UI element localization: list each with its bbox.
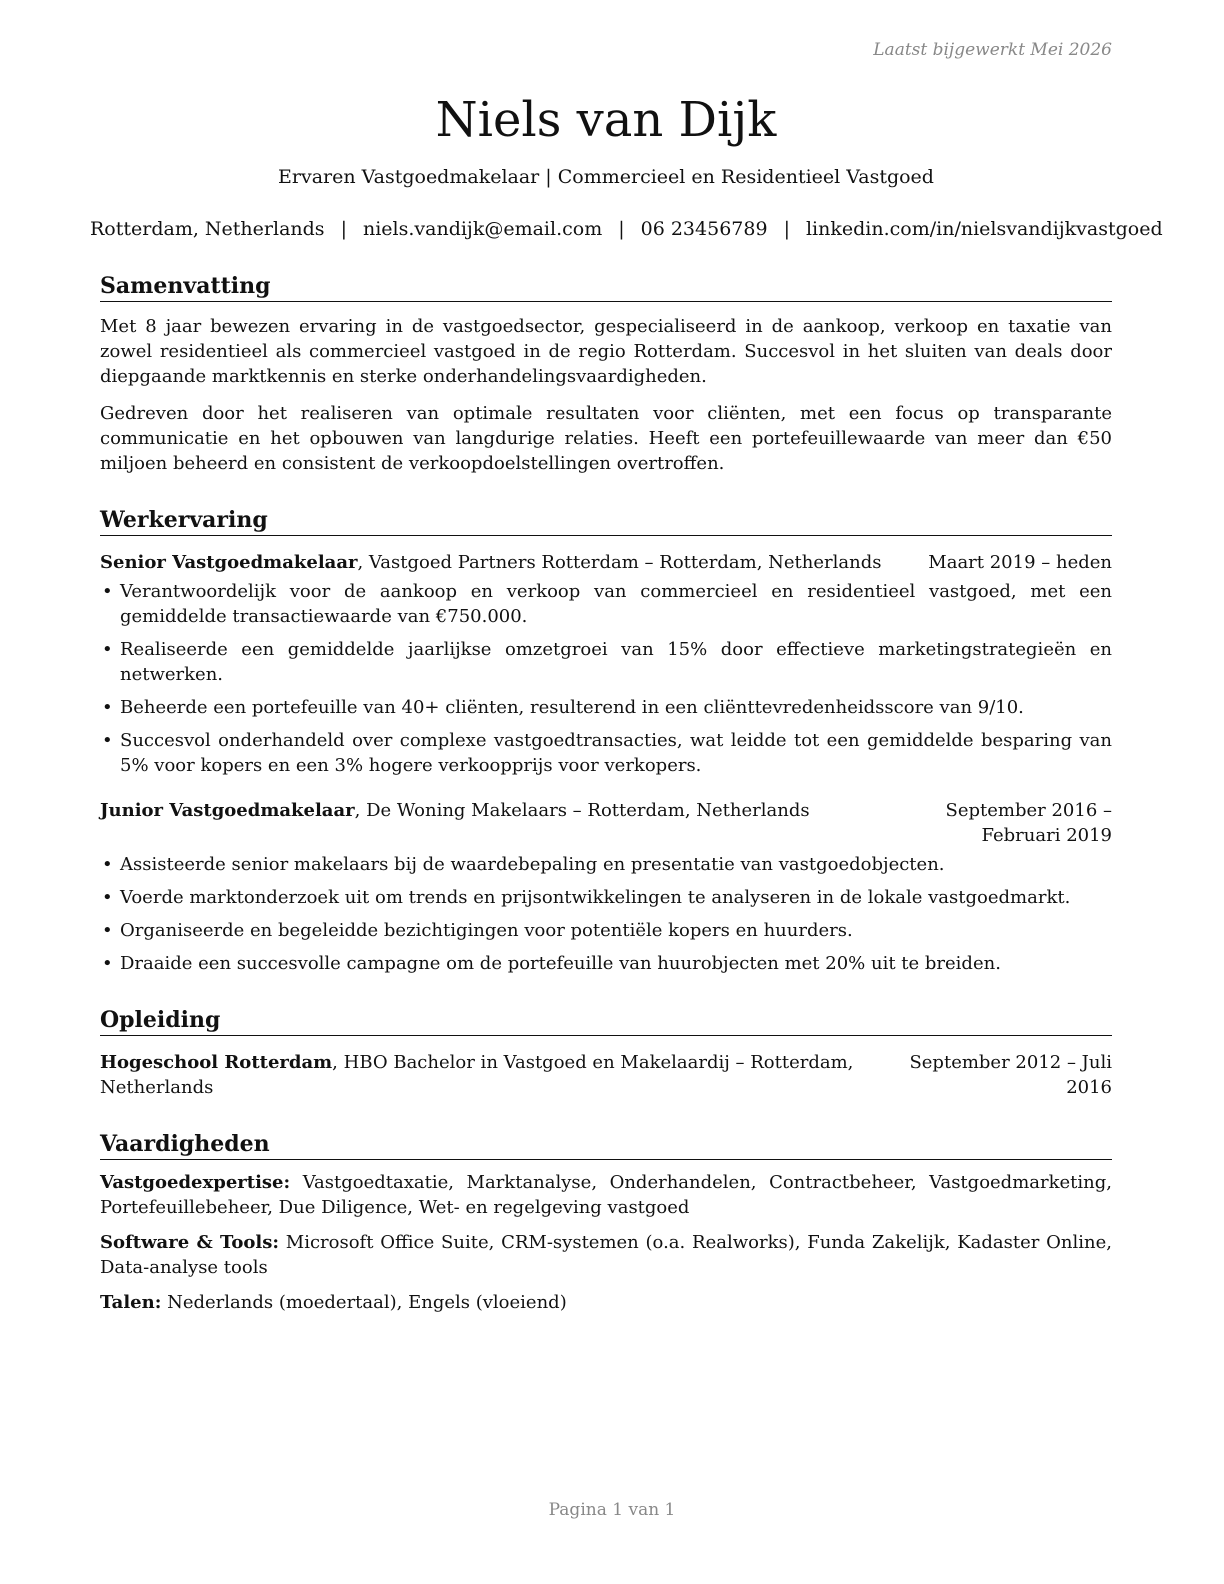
job-dates: September 2016 – Februari 2019 bbox=[945, 800, 1112, 846]
last-updated: Laatst bijgewerkt Mei 2026 bbox=[873, 40, 1112, 60]
contact-phone: 06 23456789 bbox=[640, 218, 768, 240]
section-title-education: Opleiding bbox=[100, 1006, 1112, 1036]
job-header bbox=[100, 798, 1112, 848]
skill-value: Microsoft Office Suite, CRM-systemen (o.a. Realworks), Funda Zakelijk, Kadaster Online, Data-analyse tools bbox=[100, 1232, 1112, 1278]
section-title-summary: Samenvatting bbox=[100, 272, 1112, 302]
job-role: Junior Vastgoedmakelaar bbox=[100, 800, 355, 821]
contact-location: Rotterdam, Netherlands bbox=[90, 218, 325, 240]
job-entry bbox=[100, 550, 1112, 778]
job-entry bbox=[100, 798, 1112, 976]
job-company: , De Woning Makelaars – Rotterdam, Netherlands bbox=[354, 800, 810, 821]
bullet-item: • Succesvol onderhandeld over complexe vastgoedtransacties, wat leidde tot een gemiddelde besparing van 5% voor kopers en een 3% hogere verkoopprijs voor verkopers. bbox=[100, 728, 1112, 778]
bullet-item: • Assisteerde senior makelaars bij de waardebepaling en presentatie van vastgoedobjecten. bbox=[100, 852, 1112, 877]
job-dates: Maart 2019 – heden bbox=[928, 552, 1112, 573]
bullet-item: • Organiseerde en begeleidde bezichtigingen voor potentiële kopers en huurders. bbox=[100, 918, 1112, 943]
education-dates: September 2012 – Juli 2016 bbox=[909, 1052, 1112, 1098]
bullet-item: • Voerde marktonderzoek uit om trends en prijsontwikkelingen te analyseren in de lokale vastgoedmarkt. bbox=[100, 885, 1112, 910]
job-header bbox=[100, 550, 1112, 575]
contact-separator: | bbox=[340, 218, 347, 240]
contact-separator: | bbox=[618, 218, 625, 240]
candidate-name: Niels van Dijk bbox=[435, 92, 777, 148]
contact-linkedin[interactable]: linkedin.com/in/nielsvandijkvastgoed bbox=[805, 218, 1163, 240]
contact-separator: | bbox=[783, 218, 790, 240]
education-school: Hogeschool Rotterdam bbox=[100, 1052, 333, 1073]
contact-email[interactable]: niels.vandijk@email.com bbox=[362, 218, 603, 240]
education-entry bbox=[100, 1050, 1112, 1100]
contact-line bbox=[90, 216, 1163, 242]
section-title-skills: Vaardigheden bbox=[100, 1130, 1112, 1160]
page-footer: Pagina 1 van 1 bbox=[548, 1500, 676, 1520]
job-bullets bbox=[100, 579, 1112, 778]
skill-label: Vastgoedexpertise: bbox=[100, 1172, 291, 1193]
bullet-item: • Draaide een succesvolle campagne om de portefeuille van huurobjecten met 20% uit te breiden. bbox=[100, 951, 1112, 976]
skill-value: Nederlands (moedertaal), Engels (vloeiend) bbox=[161, 1292, 567, 1313]
skill-line bbox=[100, 1230, 1112, 1280]
skill-line bbox=[100, 1170, 1112, 1220]
bullet-item: • Realiseerde een gemiddelde jaarlijkse omzetgroei van 15% door effectieve marketingstrategieën en netwerken. bbox=[100, 637, 1112, 687]
bullet-item: • Beheerde een portefeuille van 40+ cliënten, resulterend in een cliënttevredenheidsscore van 9/10. bbox=[100, 695, 1112, 720]
skill-line bbox=[100, 1290, 1112, 1315]
education-details: , HBO Bachelor in Vastgoed en Makelaardij – Rotterdam, Netherlands bbox=[100, 1052, 854, 1098]
job-role: Senior Vastgoedmakelaar bbox=[100, 552, 358, 573]
job-bullets bbox=[100, 852, 1112, 976]
bullet-item: • Verantwoordelijk voor de aankoop en verkoop van commercieel en residentieel vastgoed, met een gemiddelde transactiewaarde van €750.000. bbox=[100, 579, 1112, 629]
skill-value: Vastgoedtaxatie, Marktanalyse, Onderhandelen, Contractbeheer, Vastgoedmarketing, Portefeuillebeheer, Due Diligence, Wet- en regelgeving vastgoed bbox=[100, 1172, 1112, 1218]
skill-label: Software & Tools: bbox=[100, 1232, 279, 1253]
summary-paragraph: Gedreven door het realiseren van optimale resultaten voor cliënten, met een focus op transparante communicatie en het opbouwen van langdurige relaties. Heeft een portefeuillewaarde van meer dan €50 miljoen beheerd en consistent de verkoopdoelstellingen overtroffen. bbox=[100, 403, 1112, 474]
skill-label: Talen: bbox=[100, 1292, 162, 1313]
headline: Ervaren Vastgoedmakelaar | Commercieel en Residentieel Vastgoed bbox=[278, 166, 934, 188]
summary-paragraph: Met 8 jaar bewezen ervaring in de vastgoedsector, gespecialiseerd in de aankoop, verkoop en taxatie van zowel residentieel als commercieel vastgoed in de regio Rotterdam. Succesvol in het sluiten van deals door diepgaande marktkennis en sterke onderhandelingsvaardigheden. bbox=[100, 316, 1112, 387]
job-company: , Vastgoed Partners Rotterdam – Rotterdam, Netherlands bbox=[357, 552, 882, 573]
section-title-experience: Werkervaring bbox=[100, 506, 1112, 536]
resume-page bbox=[90, 40, 1163, 1315]
